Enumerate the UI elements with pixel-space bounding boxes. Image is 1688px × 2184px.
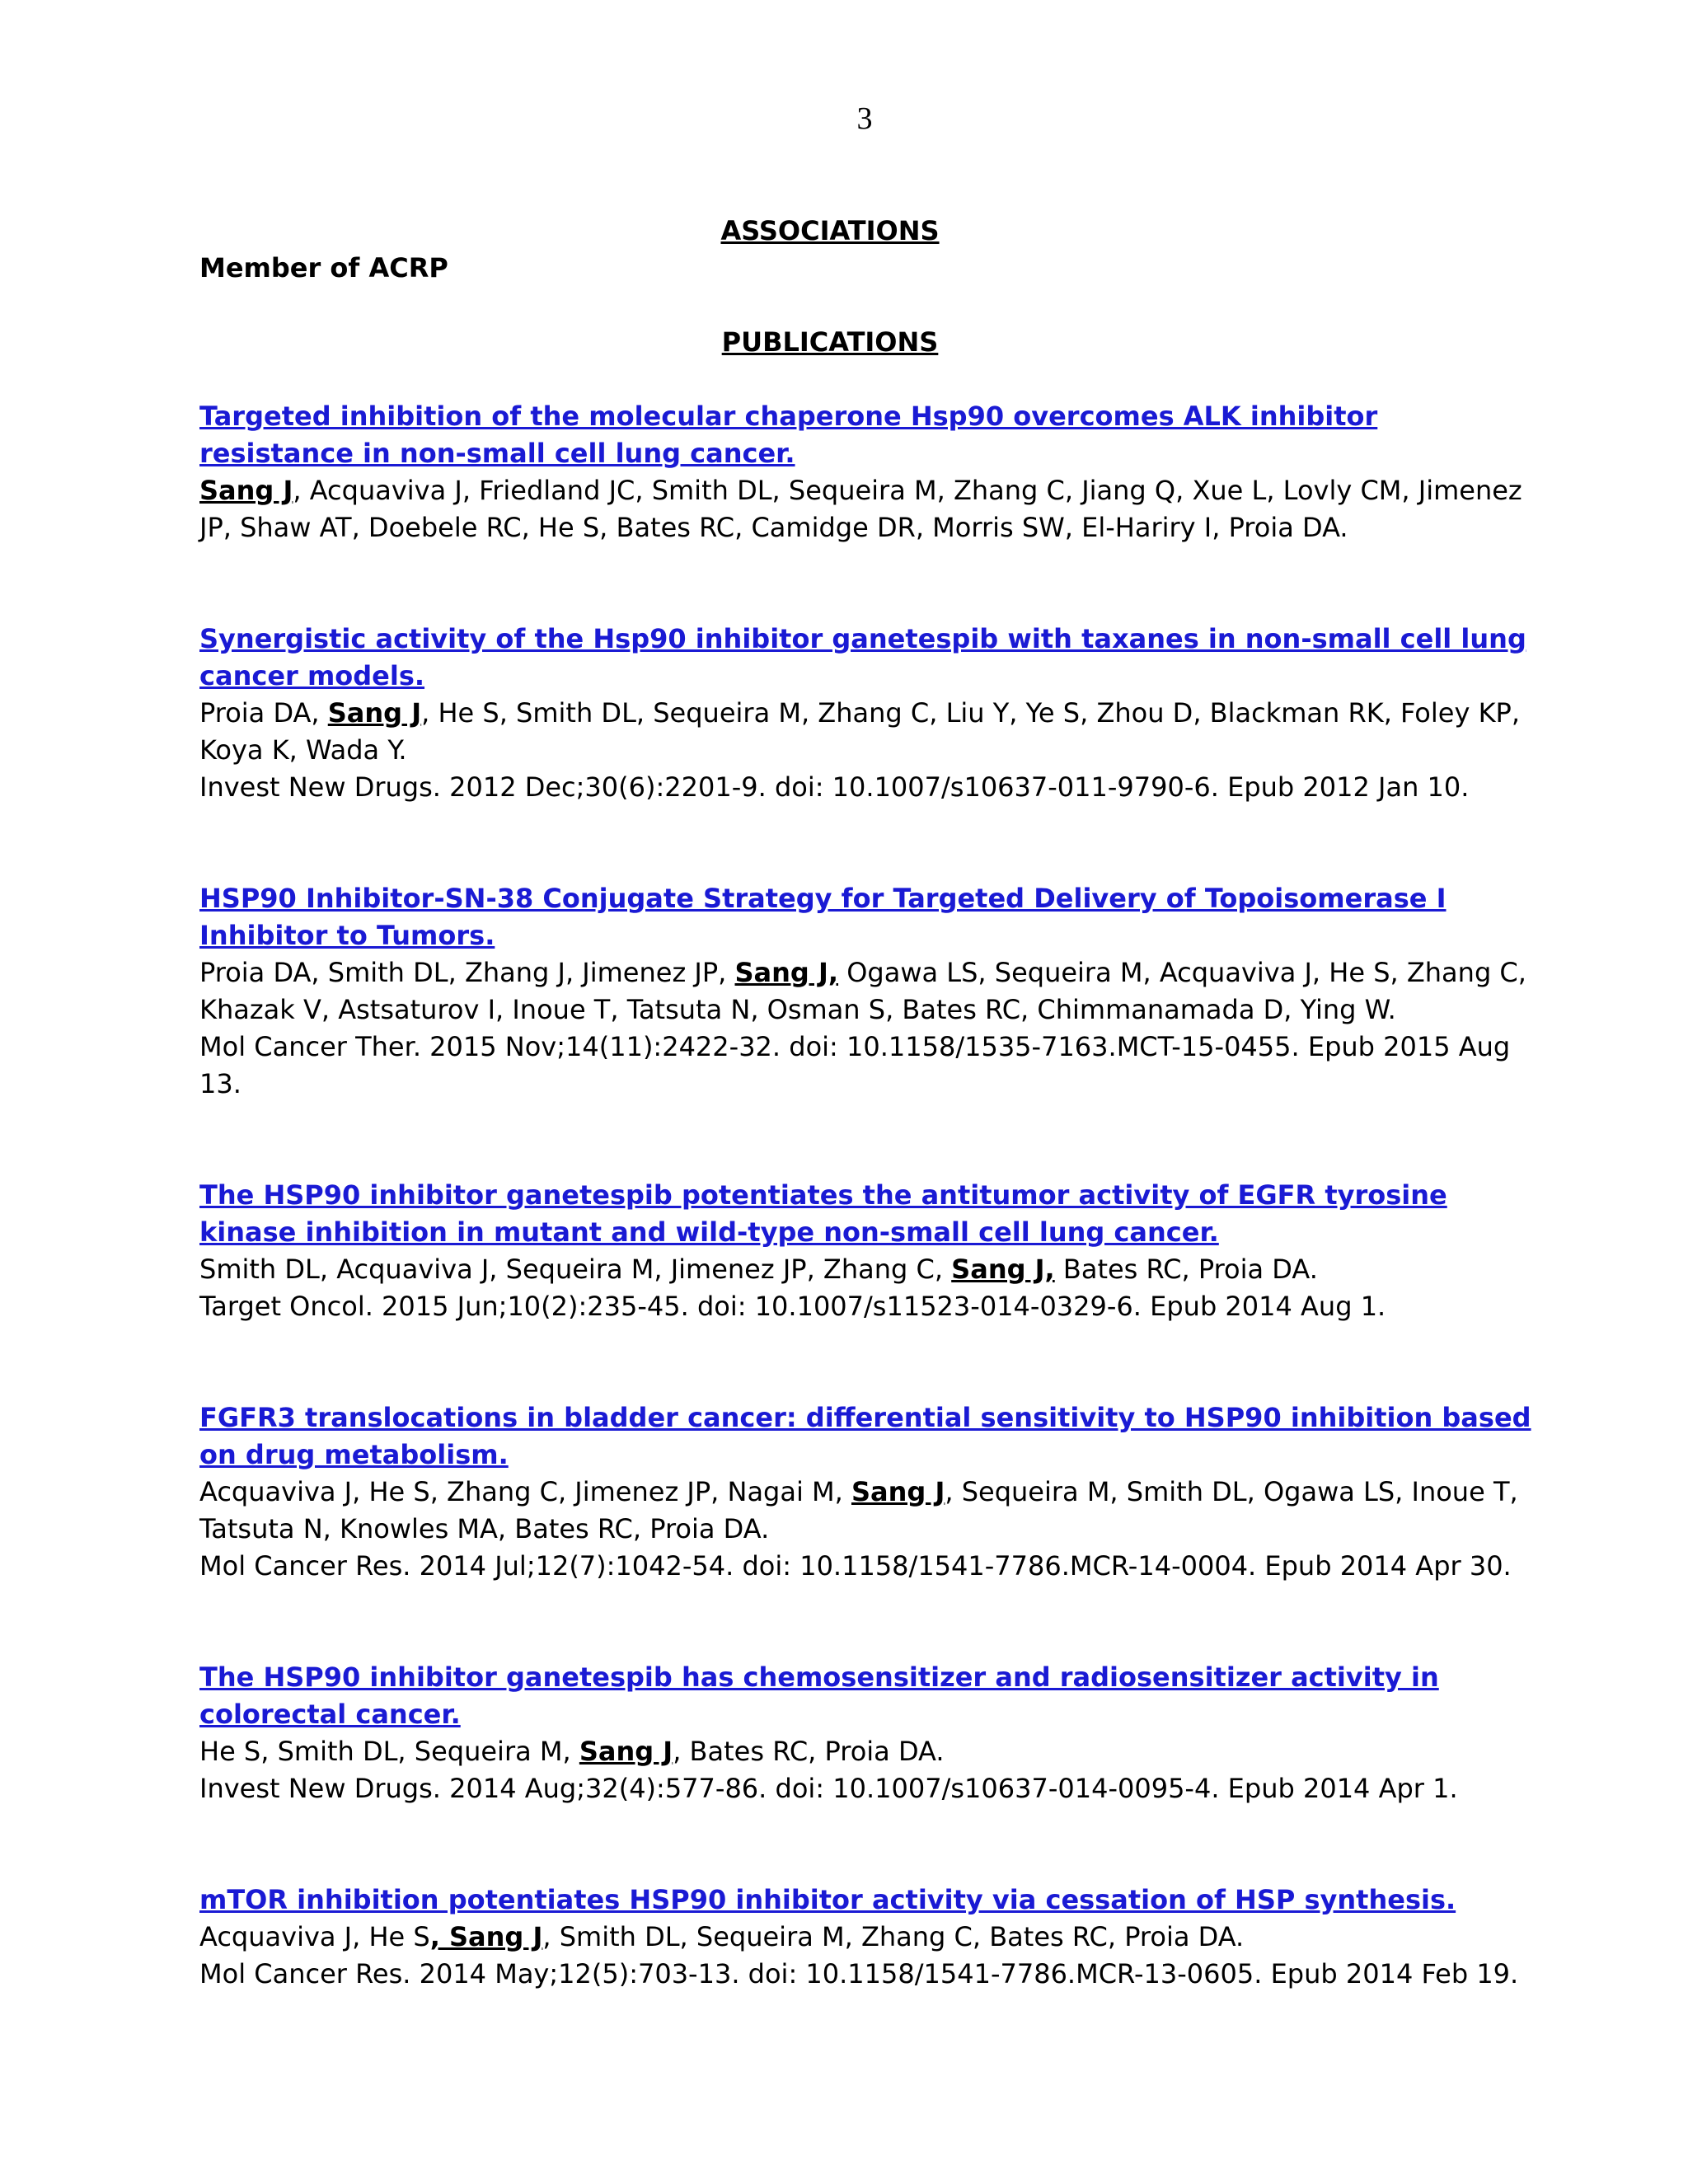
authors-before: Acquaviva J, He S — [199, 1921, 430, 1952]
publication-citation: Invest New Drugs. 2014 Aug;32(4):577-86. doi: 10.1007/s10637-014-0095-4. Epub 2014 Apr 1. — [199, 1773, 1458, 1804]
authors-before: Proia DA, Smith DL, Zhang J, Jimenez JP, — [199, 957, 735, 988]
authors-after: Bates RC, Proia DA. — [1054, 1254, 1318, 1285]
publication-title-link[interactable]: mTOR inhibition potentiates HSP90 inhibitor activity via cessation of HSP synthesis. — [199, 1884, 1456, 1915]
publication-entry — [199, 398, 1535, 546]
publication-title-link[interactable]: Targeted inhibition of the molecular chaperone Hsp90 overcomes ALK inhibitor resistance in non-small cell lung cancer. — [199, 401, 1378, 469]
highlighted-author: Sang J — [851, 1476, 945, 1507]
publications-heading: PUBLICATIONS — [721, 326, 939, 358]
publication-citation: Invest New Drugs. 2012 Dec;30(6):2201-9. doi: 10.1007/s10637-011-9790-6. Epub 2012 Jan 10. — [199, 771, 1470, 803]
highlighted-author: Sang J, — [734, 957, 839, 988]
publication-authors — [199, 472, 1535, 546]
publication-authors — [199, 695, 1535, 769]
highlighted-author: Sang J — [579, 1736, 673, 1767]
highlighted-author: Sang J, — [951, 1254, 1055, 1285]
publication-entry — [199, 1399, 1535, 1585]
publication-citation: Mol Cancer Ther. 2015 Nov;14(11):2422-32. doi: 10.1158/1535-7163.MCT-15-0455. Epub 2015 Aug 13. — [199, 1031, 1511, 1099]
publication-citation: Target Oncol. 2015 Jun;10(2):235-45. doi: 10.1007/s11523-014-0329-6. Epub 2014 Aug 1. — [199, 1291, 1386, 1322]
publication-title-link[interactable]: Synergistic activity of the Hsp90 inhibitor ganetespib with taxanes in non-small cell lung cancer models. — [199, 623, 1526, 691]
authors-after: , Acquaviva J, Friedland JC, Smith DL, Sequeira M, Zhang C, Jiang Q, Xue L, Lovly CM, Jimenez JP, Shaw AT, Doebele RC, He S, Bates RC, Camidge DR, Morris SW, El-Hariry I, Proia DA. — [199, 475, 1522, 543]
authors-before: Smith DL, Acquaviva J, Sequeira M, Jimenez JP, Zhang C, — [199, 1254, 952, 1285]
publication-list — [199, 398, 1535, 1993]
authors-after: , Smith DL, Sequeira M, Zhang C, Bates RC, Proia DA. — [542, 1921, 1245, 1952]
document-body — [199, 213, 1535, 2067]
highlighted-author: Sang J — [327, 697, 422, 729]
publication-authors — [199, 1919, 1535, 1956]
publication-title-link[interactable]: FGFR3 translocations in bladder cancer: differential sensitivity to HSP90 inhibition based on drug metabolism. — [199, 1402, 1531, 1470]
publication-entry — [199, 1177, 1535, 1325]
authors-before: He S, Smith DL, Sequeira M, — [199, 1736, 579, 1767]
highlighted-author: Sang J — [199, 475, 293, 506]
highlighted-author: , Sang J — [429, 1921, 543, 1952]
publication-citation: Mol Cancer Res. 2014 Jul;12(7):1042-54. doi: 10.1158/1541-7786.MCR-14-0004. Epub 2014 Apr 30. — [199, 1550, 1512, 1582]
publication-authors — [199, 1251, 1535, 1288]
publication-authors — [199, 1733, 1535, 1770]
publication-entry — [199, 621, 1535, 806]
associations-heading: ASSOCIATIONS — [720, 215, 940, 246]
publication-entry — [199, 1882, 1535, 1993]
authors-before: Proia DA, — [199, 697, 328, 729]
publication-title-link[interactable]: HSP90 Inhibitor-SN-38 Conjugate Strategy for Targeted Delivery of Topoisomerase I Inhibitor to Tumors. — [199, 883, 1447, 951]
publication-entry — [199, 1659, 1535, 1807]
association-item: Member of ACRP — [199, 252, 448, 284]
authors-after: , Sequeira M, Smith DL, Ogawa LS, Inoue T, Tatsuta N, Knowles MA, Bates RC, Proia DA. — [199, 1476, 1518, 1544]
publication-title-link[interactable]: The HSP90 inhibitor ganetespib potentiates the antitumor activity of EGFR tyrosine kinase inhibition in mutant and wild-type non-small cell lung cancer. — [199, 1179, 1447, 1248]
page-number: 3 — [856, 101, 873, 136]
publication-authors — [199, 954, 1535, 1029]
publication-entry — [199, 880, 1535, 1103]
publication-title-link[interactable]: The HSP90 inhibitor ganetespib has chemosensitizer and radiosensitizer activity in colorectal cancer. — [199, 1661, 1439, 1730]
authors-after: , Bates RC, Proia DA. — [673, 1736, 945, 1767]
authors-before: Acquaviva J, He S, Zhang C, Jimenez JP, Nagai M, — [199, 1476, 851, 1507]
authors-after: , He S, Smith DL, Sequeira M, Zhang C, Liu Y, Ye S, Zhou D, Blackman RK, Foley KP, Koya K, Wada Y. — [199, 697, 1521, 766]
authors-after: Ogawa LS, Sequeira M, Acquaviva J, He S, Zhang C, Khazak V, Astsaturov I, Inoue T, Tatsuta N, Osman S, Bates RC, Chimmanamada D, Ying W. — [199, 957, 1526, 1025]
publication-citation: Mol Cancer Res. 2014 May;12(5):703-13. doi: 10.1158/1541-7786.MCR-13-0605. Epub 2014 Feb 19. — [199, 1958, 1519, 1990]
publication-authors — [199, 1474, 1535, 1548]
